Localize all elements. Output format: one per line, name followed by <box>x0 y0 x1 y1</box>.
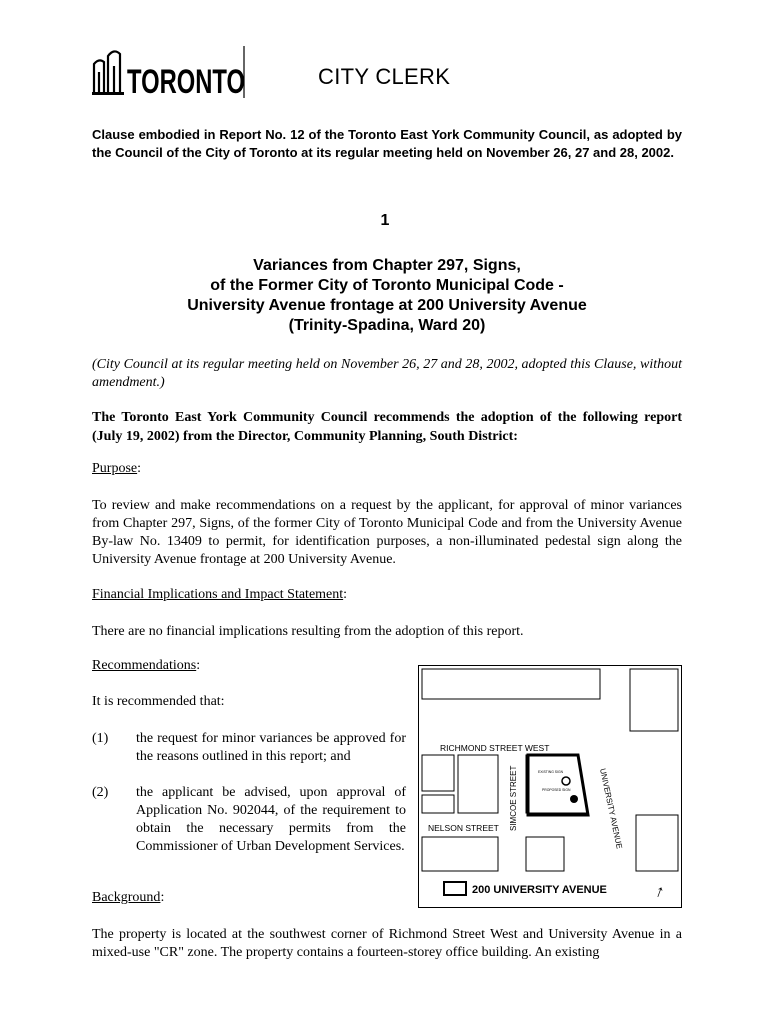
item-text: the request for minor variances be approved for the reasons outlined in this report; and <box>136 731 406 764</box>
report-title <box>92 256 682 336</box>
department-name: CITY CLERK <box>318 64 451 89</box>
clause-number: 1 <box>380 212 390 229</box>
map-small-label: EXISTING SIGN <box>538 770 564 774</box>
toronto-logo <box>90 46 250 101</box>
map-legend-label: 200 UNIVERSITY AVENUE <box>472 884 607 896</box>
financial-heading-text: Financial Implications and Impact Statement <box>92 587 344 602</box>
background-text: The property is located at the southwest corner of Richmond Street West and University Avenue in a mixed-use "CR" zone. The property contains a fourteen-storey office building. An existing <box>92 927 682 960</box>
adoption-note: (City Council at its regular meeting held on November 26, 27 and 28, 2002, adopted this Clause, without amendment.) <box>92 357 682 390</box>
recommendation-intro: The Toronto East York Community Council recommends the adoption of the following report (July 19, 2002) from the Director, Community Planning, South District: <box>92 410 682 444</box>
item-number: (2) <box>92 785 109 800</box>
title-line: (Trinity-Spadina, Ward 20) <box>288 317 486 334</box>
title-line: University Avenue frontage at 200 University Avenue <box>187 297 587 314</box>
purpose-text: To review and make recommendations on a request by the applicant, for approval of minor variances from Chapter 297, Signs, of the former City of Toronto Municipal Code and from the University Avenue By-law No. 13409 to permit, for identification purposes, a non-illuminated pedestal sign along the University Avenue frontage at 200 University Avenue. <box>92 498 682 567</box>
map-small-label: PROPOSED SIGN <box>542 788 571 792</box>
location-map <box>418 665 682 908</box>
financial-text: There are no financial implications resulting from the adoption of this report. <box>92 624 524 639</box>
street-label-nelson: NELSON STREET <box>428 823 499 833</box>
item-text: the applicant be advised, upon approval of Application No. 902044, of the requirement to obtain the necessary permits from the Commissioner of Urban Development Services. <box>136 785 406 854</box>
purpose-heading-text: Purpose <box>92 461 138 476</box>
recommendations-intro: It is recommended that: <box>92 694 225 709</box>
purpose-heading: Purpose: <box>92 461 142 476</box>
title-line: of the Former City of Toronto Municipal Code - <box>210 277 564 294</box>
logo-wordmark: TORONTO <box>127 63 245 101</box>
title-line: Variances from Chapter 297, Signs, <box>253 257 521 274</box>
clause-intro: Clause embodied in Report No. 12 of the Toronto East York Community Council, as adopted by the Council of the City of Toronto at its regular meeting held on November 26, 27 and 28, 2002. <box>92 127 682 160</box>
recommendations-heading: Recommendations: <box>92 658 201 673</box>
background-heading-text: Background <box>92 890 161 905</box>
street-label-university: UNIVERSITY AVENUE <box>598 767 624 850</box>
financial-heading: Financial Implications and Impact Statement: <box>92 587 348 602</box>
item-number: (1) <box>92 731 109 746</box>
street-label-richmond: RICHMOND STREET WEST <box>440 743 550 753</box>
recommendations-heading-text: Recommendations <box>92 658 197 673</box>
background-heading: Background: <box>92 890 165 905</box>
north-arrow-icon: ↑ <box>652 880 668 902</box>
street-label-simcoe: SIMCOE STREET <box>509 765 518 831</box>
